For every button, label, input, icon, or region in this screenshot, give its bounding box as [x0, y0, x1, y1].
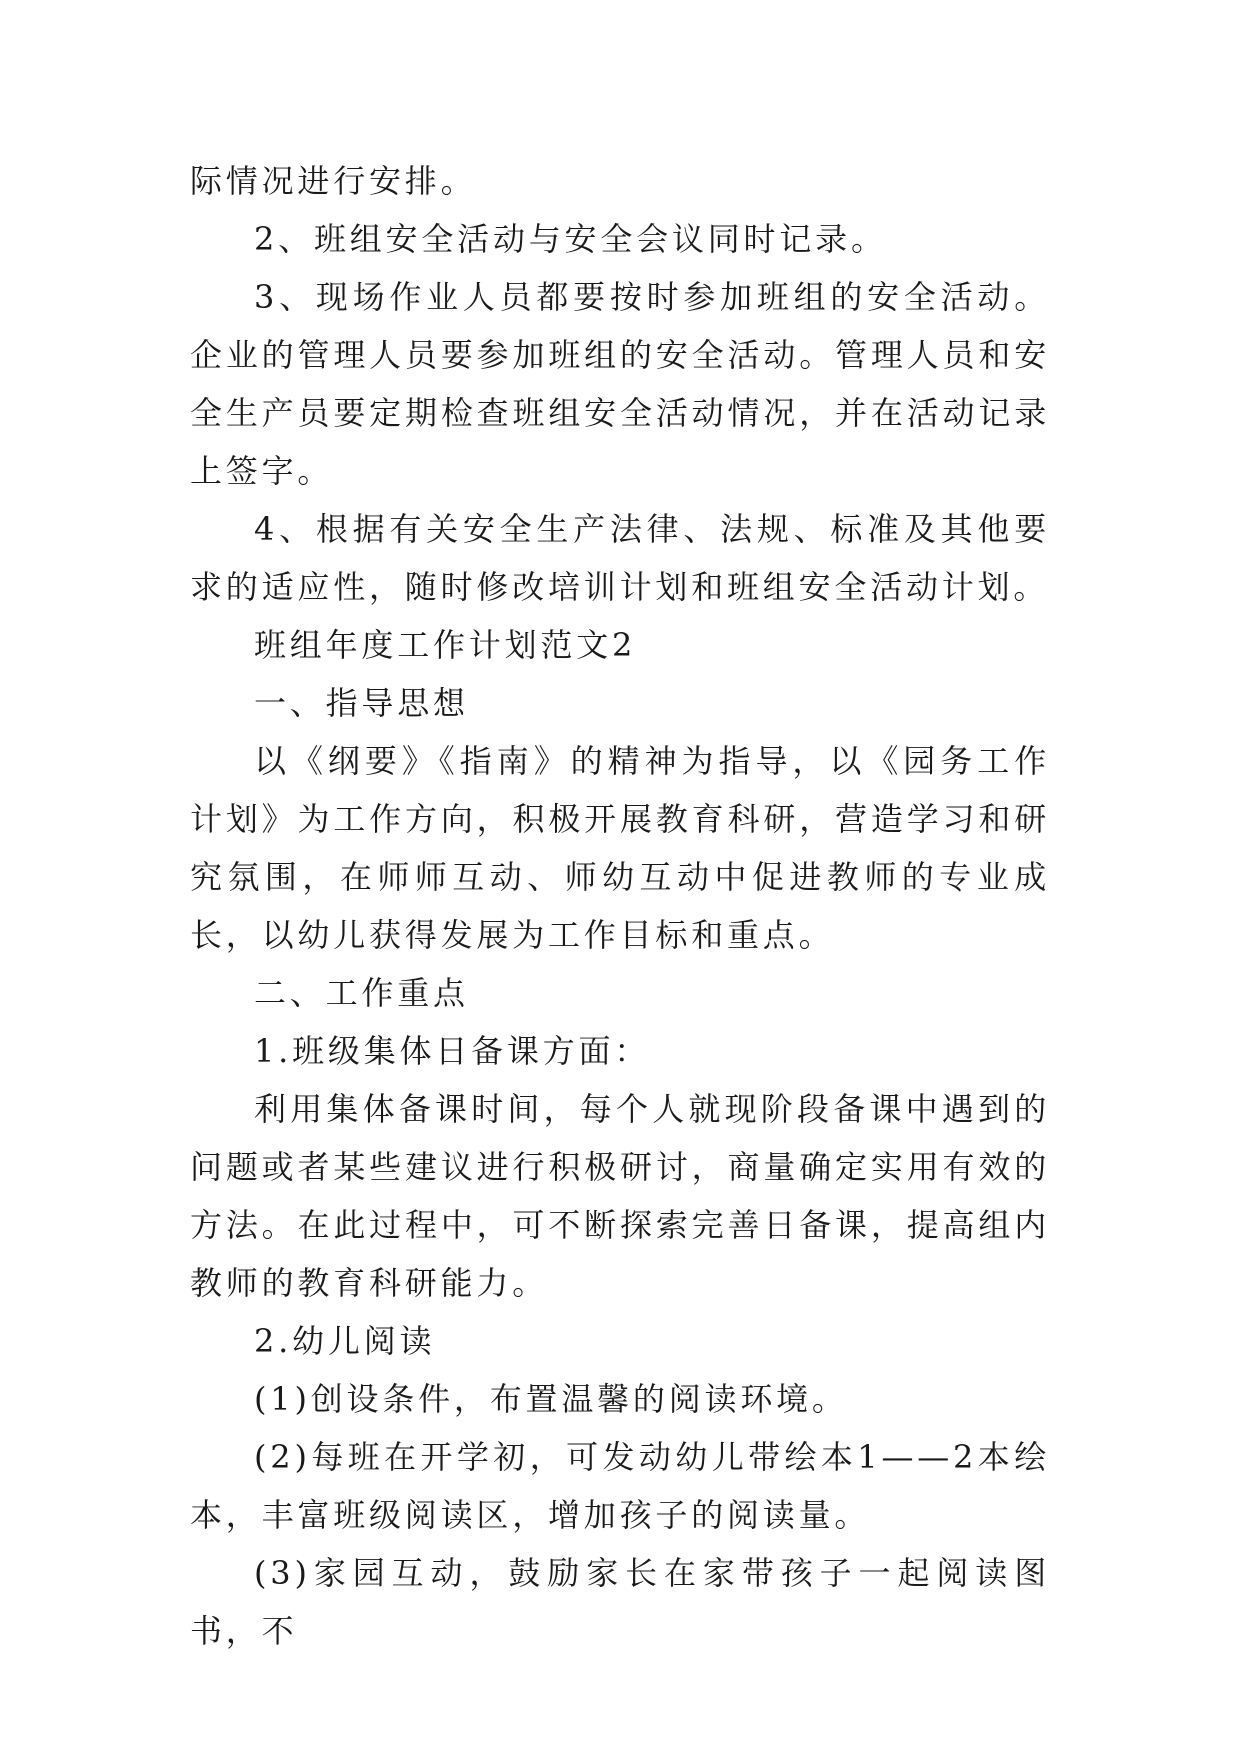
section-title: 班组年度工作计划范文2 [254, 626, 637, 664]
paragraph-guiding-ideology: 以《纲要》《指南》的精神为指导，以《园务工作计划》为工作方向，积极开展教育科研，营造学习和研究氛围，在师师互动、师幼互动中促进教师的专业成长，以幼儿获得发展为工作目标和重点。 [190, 742, 1050, 954]
paragraph-reading-2: (2)每班在开学初，可发动幼儿带绘本1——2本绘本，丰富班级阅读区，增加孩子的阅读量。 [190, 1438, 1050, 1534]
paragraph-item-3: 3、现场作业人员都要按时参加班组的安全活动。企业的管理人员要参加班组的安全活动。管理人员和安全生产员要定期检查班组安全活动情况，并在活动记录上签字。 [190, 278, 1050, 490]
heading-guiding-ideology: 一、指导思想 [254, 684, 469, 722]
paragraph-continuation: 际情况进行安排。 [190, 162, 477, 200]
subheading-reading: 2.幼儿阅读 [254, 1322, 436, 1360]
paragraph-item-4: 4、根据有关安全生产法律、法规、标准及其他要求的适应性，随时修改培训计划和班组安全活动计划。 [190, 510, 1050, 606]
heading-work-focus: 二、工作重点 [254, 974, 469, 1012]
subheading-lesson-prep: 1.班级集体日备课方面： [254, 1032, 651, 1070]
paragraph-reading-1: (1)创设条件，布置温馨的阅读环境。 [254, 1380, 848, 1418]
paragraph-item-2: 2、班组安全活动与安全会议同时记录。 [254, 220, 887, 258]
document-body [190, 152, 1050, 1660]
paragraph-lesson-prep: 利用集体备课时间，每个人就现阶段备课中遇到的问题或者某些建议进行积极研讨，商量确定实用有效的方法。在此过程中，可不断探索完善日备课，提高组内教师的教育科研能力。 [190, 1090, 1050, 1302]
paragraph-reading-3: (3)家园互动，鼓励家长在家带孩子一起阅读图书，不 [190, 1554, 1050, 1650]
